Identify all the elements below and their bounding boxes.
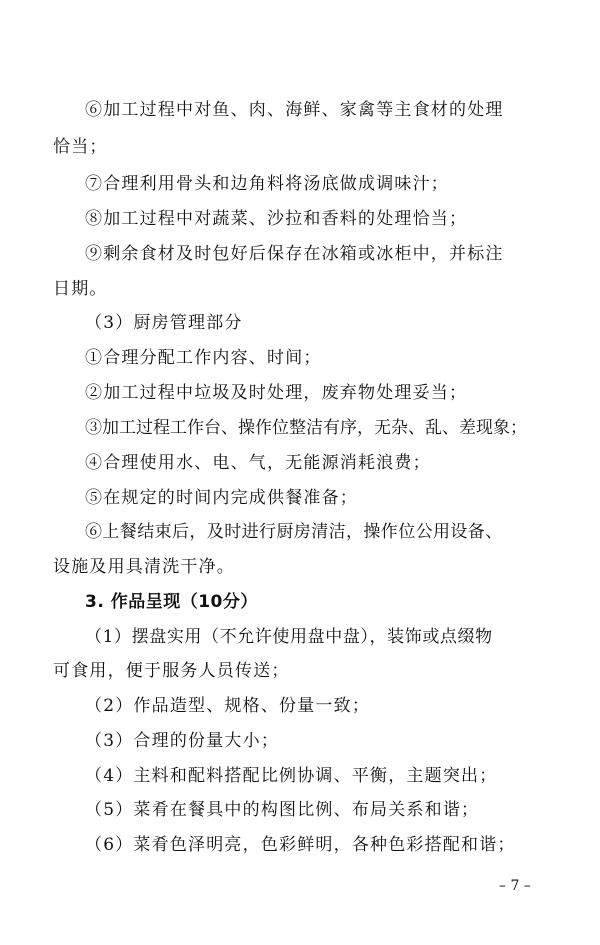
text-line: 恰当； (53, 137, 108, 157)
section-heading: 3. 作品呈现（10分） (85, 592, 258, 612)
text-line: ②加工过程中垃圾及时处理，废弃物处理妥当； (85, 383, 468, 403)
section-heading: （3）厨房管理部分 (85, 313, 243, 333)
text-line: （3）合理的份量大小； (85, 731, 280, 751)
text-line: ③加工过程工作台、操作位整洁有序，无杂、乱、差现象； (85, 418, 527, 438)
text-line: ⑤在规定的时间内完成供餐准备； (85, 488, 358, 508)
text-line: ⑧加工过程中对蔬菜、沙拉和香料的处理恰当； (85, 209, 468, 229)
text-line: 日期。 (53, 279, 108, 299)
text-line: ⑥加工过程中对鱼、肉、海鲜、家禽等主食材的处理 (85, 100, 504, 120)
text-line: （4）主料和配料搭配比例协调、平衡，主题突出； (85, 766, 498, 786)
text-line: ④合理使用水、电、气，无能源消耗浪费； (85, 453, 431, 473)
page-number: – 7 – (499, 878, 531, 894)
text-line: 设施及用具清洗干净。 (53, 557, 235, 577)
text-line: （5）菜肴在餐具中的构图比例、布局关系和谐； (85, 800, 480, 820)
text-line: ⑨剩余食材及时包好后保存在冰箱或冰柜中，并标注 (85, 244, 504, 264)
text-line: ①合理分配工作内容、时间； (85, 348, 322, 368)
text-line: （6）菜肴色泽明亮，色彩鲜明，各种色彩搭配和谐； (85, 835, 516, 855)
text-line: ⑦合理利用骨头和边角料将汤底做成调味汁； (85, 174, 449, 194)
text-line: （1）摆盘实用（不允许使用盘中盘），装饰或点缀物 (85, 627, 493, 647)
text-line: 可食用，便于服务人员传送； (53, 661, 290, 681)
text-line: ⑥上餐结束后，及时进行厨房清洁，操作位公用设备、 (85, 522, 503, 542)
text-line: （2）作品造型、规格、份量一致； (85, 696, 371, 716)
